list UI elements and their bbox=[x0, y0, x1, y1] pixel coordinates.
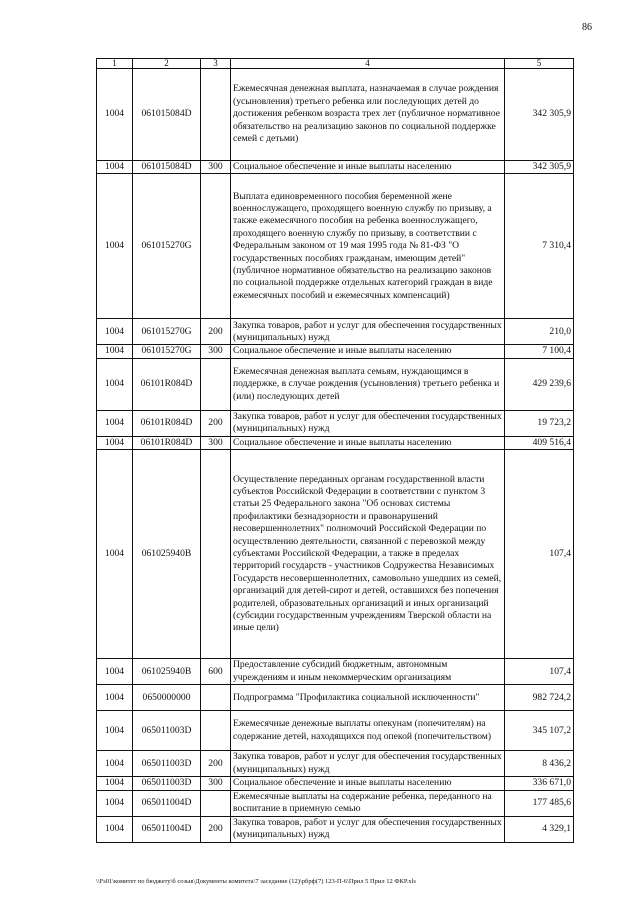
column-header-1: 1 bbox=[97, 59, 133, 69]
table-row bbox=[97, 410, 574, 436]
expense-type-cell: 200 bbox=[201, 751, 231, 777]
section-code-cell: 1004 bbox=[97, 410, 133, 436]
description-cell: Ежемесячная денежная выплата семьям, нуждающимся в поддержке, в случае рождения (усыновления) третьего ребенка и (или) последующих детей bbox=[231, 358, 505, 410]
section-code-cell: 1004 bbox=[97, 319, 133, 345]
section-code-cell: 1004 bbox=[97, 358, 133, 410]
amount-cell: 409 516,4 bbox=[505, 436, 574, 449]
description-cell: Закупка товаров, работ и услуг для обеспечения государственных (муниципальных) нужд bbox=[231, 410, 505, 436]
target-code-cell: 06101R084D bbox=[133, 358, 201, 410]
expense-type-cell bbox=[201, 358, 231, 410]
target-code-cell: 061015084D bbox=[133, 161, 201, 174]
description-cell: Предоставление субсидий бюджетным, автономным учреждениям и иным некоммерческим организациям bbox=[231, 659, 505, 685]
target-code-cell: 061015270G bbox=[133, 345, 201, 358]
section-code-cell: 1004 bbox=[97, 436, 133, 449]
expense-type-cell bbox=[201, 685, 231, 711]
amount-cell: 342 305,9 bbox=[505, 69, 574, 161]
amount-cell: 177 485,6 bbox=[505, 790, 574, 816]
expense-type-cell: 300 bbox=[201, 777, 231, 790]
file-path-footer: \\Fs01\комитет по бюджету\б созыв\Документы комитета\7 заседание (12)\рбрф(7) 123-П-6\Прил 5 Прил 12 ФКР.xls bbox=[96, 878, 416, 885]
description-cell: Социальное обеспечение и иные выплаты населению bbox=[231, 345, 505, 358]
target-code-cell: 065011003D bbox=[133, 711, 201, 751]
expense-type-cell: 200 bbox=[201, 410, 231, 436]
table-row bbox=[97, 358, 574, 410]
amount-cell: 107,4 bbox=[505, 659, 574, 685]
expense-type-cell: 600 bbox=[201, 659, 231, 685]
target-code-cell: 065011004D bbox=[133, 790, 201, 816]
table-header-row bbox=[97, 59, 574, 69]
expense-type-cell: 200 bbox=[201, 319, 231, 345]
amount-cell: 342 305,9 bbox=[505, 161, 574, 174]
expense-type-cell bbox=[201, 790, 231, 816]
table-row bbox=[97, 777, 574, 790]
column-header-5: 5 bbox=[505, 59, 574, 69]
target-code-cell: 061015084D bbox=[133, 69, 201, 161]
section-code-cell: 1004 bbox=[97, 161, 133, 174]
description-cell: Ежемесячная денежная выплата, назначаемая в случае рождения (усыновления) третьего ребенка или последующих детей до достижения ребенком возраста трех лет (публичное нормативное обязательство на реализацию законов по социальной поддержке семей с детьми) bbox=[231, 69, 505, 161]
amount-cell: 7 310,4 bbox=[505, 174, 574, 319]
section-code-cell: 1004 bbox=[97, 659, 133, 685]
amount-cell: 19 723,2 bbox=[505, 410, 574, 436]
table-row bbox=[97, 659, 574, 685]
column-header-2: 2 bbox=[133, 59, 201, 69]
section-code-cell: 1004 bbox=[97, 69, 133, 161]
expense-type-cell bbox=[201, 69, 231, 161]
description-cell: Социальное обеспечение и иные выплаты населению bbox=[231, 161, 505, 174]
amount-cell: 4 329,1 bbox=[505, 816, 574, 842]
section-code-cell: 1004 bbox=[97, 450, 133, 659]
table-row bbox=[97, 174, 574, 319]
expense-type-cell: 300 bbox=[201, 345, 231, 358]
table-row bbox=[97, 816, 574, 842]
table-row bbox=[97, 436, 574, 449]
expense-type-cell bbox=[201, 174, 231, 319]
page-number: 86 bbox=[582, 22, 592, 33]
expense-type-cell: 300 bbox=[201, 161, 231, 174]
expense-type-cell: 200 bbox=[201, 816, 231, 842]
target-code-cell: 061025940B bbox=[133, 450, 201, 659]
table-row bbox=[97, 69, 574, 161]
table-row bbox=[97, 790, 574, 816]
description-cell: Закупка товаров, работ и услуг для обеспечения государственных (муниципальных) нужд bbox=[231, 816, 505, 842]
description-cell: Закупка товаров, работ и услуг для обеспечения государственных (муниципальных) нужд bbox=[231, 319, 505, 345]
table-row bbox=[97, 685, 574, 711]
target-code-cell: 065011003D bbox=[133, 777, 201, 790]
description-cell: Закупка товаров, работ и услуг для обеспечения государственных (муниципальных) нужд bbox=[231, 751, 505, 777]
section-code-cell: 1004 bbox=[97, 345, 133, 358]
section-code-cell: 1004 bbox=[97, 790, 133, 816]
table-row bbox=[97, 161, 574, 174]
budget-table bbox=[96, 58, 574, 843]
target-code-cell: 06101R084D bbox=[133, 436, 201, 449]
amount-cell: 429 239,6 bbox=[505, 358, 574, 410]
target-code-cell: 06101R084D bbox=[133, 410, 201, 436]
expense-type-cell bbox=[201, 711, 231, 751]
amount-cell: 8 436,2 bbox=[505, 751, 574, 777]
amount-cell: 7 100,4 bbox=[505, 345, 574, 358]
table-row bbox=[97, 751, 574, 777]
expense-type-cell bbox=[201, 450, 231, 659]
description-cell: Социальное обеспечение и иные выплаты населению bbox=[231, 436, 505, 449]
table-row bbox=[97, 450, 574, 659]
target-code-cell: 061025940B bbox=[133, 659, 201, 685]
target-code-cell: 061015270G bbox=[133, 319, 201, 345]
section-code-cell: 1004 bbox=[97, 751, 133, 777]
column-header-3: 3 bbox=[201, 59, 231, 69]
description-cell: Социальное обеспечение и иные выплаты населению bbox=[231, 777, 505, 790]
table-row bbox=[97, 345, 574, 358]
description-cell: Ежемесячные денежные выплаты опекунам (попечителям) на содержание детей, находящихся под опекой (попечительством) bbox=[231, 711, 505, 751]
description-cell: Осуществление переданных органам государственной власти субъектов Российской Федерации в соответствии с пунктом 3 статьи 25 Федерального закона "Об основах системы профилактики безнадзорности и правонарушений несовершеннолетних" полномочий Российской Федерации по осуществлению деятельности, связанной с перевозкой между субъектами Российской Федерации, а также в пределах территорий государств - участников Содружества Независимых Государств несовершеннолетних, самовольно ушедших из семей, организаций для детей-сирот и детей, оставшихся без попечения родителей, образовательных организаций и иных организаций (субсидии государственным учреждениям Тверской области на иные цели) bbox=[231, 450, 505, 659]
expense-type-cell: 300 bbox=[201, 436, 231, 449]
target-code-cell: 065011004D bbox=[133, 816, 201, 842]
section-code-cell: 1004 bbox=[97, 685, 133, 711]
section-code-cell: 1004 bbox=[97, 174, 133, 319]
amount-cell: 345 107,2 bbox=[505, 711, 574, 751]
column-header-4: 4 bbox=[231, 59, 505, 69]
description-cell: Ежемесячные выплаты на содержание ребенка, переданного на воспитание в приемную семью bbox=[231, 790, 505, 816]
amount-cell: 336 671,0 bbox=[505, 777, 574, 790]
amount-cell: 982 724,2 bbox=[505, 685, 574, 711]
section-code-cell: 1004 bbox=[97, 816, 133, 842]
amount-cell: 210,0 bbox=[505, 319, 574, 345]
table-row bbox=[97, 319, 574, 345]
target-code-cell: 0650000000 bbox=[133, 685, 201, 711]
target-code-cell: 065011003D bbox=[133, 751, 201, 777]
description-cell: Выплата единовременного пособия беременной жене военнослужащего, проходящего военную службу по призыву, а также ежемесячного пособия на ребенка военнослужащего, проходящего военную службу по призыву, в соответствии с Федеральным законом от 19 мая 1995 года № 81-ФЗ "О государственных пособиях гражданам, имеющим детей" (публичное нормативное обязательство на реализацию законов по социальной поддержке отдельных категорий граждан в виде ежемесячных пособий и ежемесячных компенсаций) bbox=[231, 174, 505, 319]
description-cell: Подпрограмма "Профилактика социальной исключенности" bbox=[231, 685, 505, 711]
section-code-cell: 1004 bbox=[97, 711, 133, 751]
table-row bbox=[97, 711, 574, 751]
section-code-cell: 1004 bbox=[97, 777, 133, 790]
target-code-cell: 061015270G bbox=[133, 174, 201, 319]
amount-cell: 107,4 bbox=[505, 450, 574, 659]
